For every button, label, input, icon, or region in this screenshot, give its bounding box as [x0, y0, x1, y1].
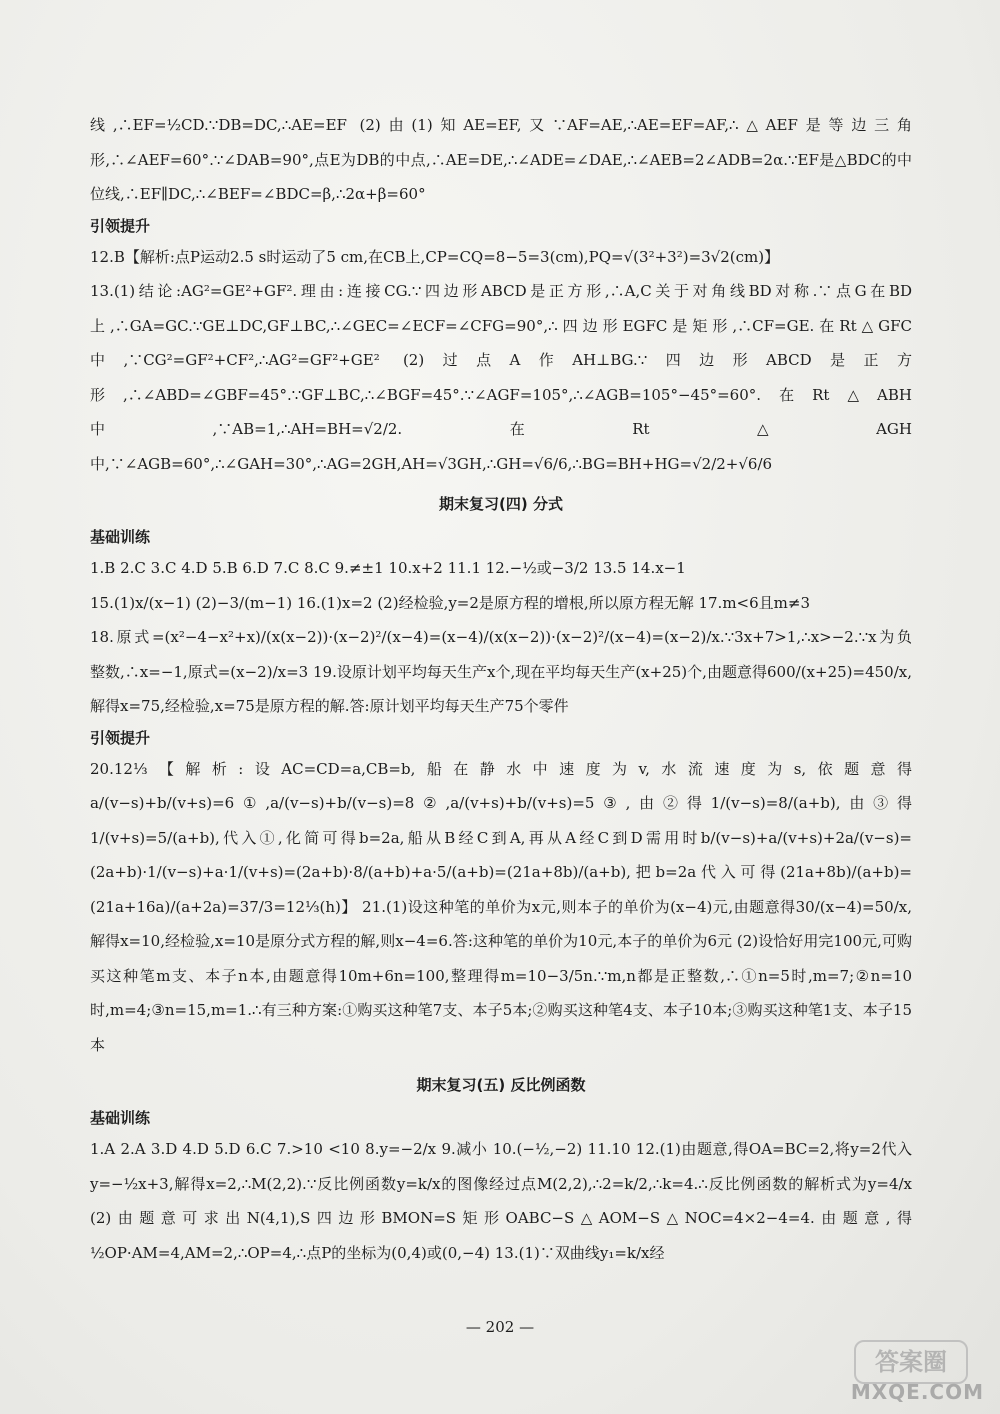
- section-title: 期末复习(五) 反比例函数: [416, 1076, 586, 1094]
- section-label: 引领提升: [90, 728, 151, 747]
- answer-paragraph: 1.B 2.C 3.C 4.D 5.B 6.D 7.C 8.C 9.≠±1 10.x+2 11.1 12.−½或−3/2 13.5 14.x−1: [90, 559, 686, 577]
- answer-paragraph: 1.A 2.A 3.D 4.D 5.D 6.C 7.>10 <10 8.y=−2/x 9.减小 10.(−½,−2) 11.10 12.(1)由题意,得OA=BC=2,将y=2代入y=−½x+3,解得x=2,∴M(2,2).∵反比例函数y=k/x的图像经过点M(2,2),∴2=k/2,∴k=4.∴反比例函数的解析式为y=4/x (2)由题意可求出N(4,1),S四边形BMON=S矩形OABC−S△AOM−S△NOC=4×2−4=4.由题意,得½OP·AM=4,AM=2,∴OP=4,∴点P的坐标为(0,4)或(0,−4) 13.(1)∵双曲线y₁=k/x经: [90, 1140, 912, 1262]
- section-label: 基础训练: [90, 528, 151, 546]
- watermark-logo: 答案圈: [854, 1340, 968, 1384]
- answer-paragraph: 18.原式=(x²−4−x²+x)/(x(x−2))·(x−2)²/(x−4)=(x−4)/(x(x−2))·(x−2)²/(x−4)=(x−2)/x.∵3x+7>1,∴x>−2.∵x为负整数,∴x=−1,原式=(x−2)/x=3 19.设原计划平均每天生产x个,现在平均每天生产(x+25)个,由题意得600/(x+25)=450/x,解得x=75,经检验,x=75是原方程的解.答:原计划平均每天生产75个零件: [90, 628, 912, 715]
- answer-paragraph: 20.12⅓【解析:设AC=CD=a,CB=b,船在静水中速度为v,水流速度为s,依题意得a/(v−s)+b/(v+s)=6①,a/(v−s)+b/(v−s)=8②,a/(v+s)+b/(v+s)=5③,由②得1/(v−s)=8/(a+b),由③得1/(v+s)=5/(a+b),代入①,化简可得b=2a,船从B经C到A,再从A经C到D需用时b/(v−s)+a/(v+s)+2a/(v−s)=(2a+b)·1/(v−s)+a·1/(v+s)=(2a+b)·8/(a+b)+a·5/(a+b)=(21a+8b)/(a+b),把b=2a代入可得(21a+8b)/(a+b)=(21a+16a)/(a+2a)=37/3=12⅓(h)】 21.(1)设这种笔的单价为x元,则本子的单价为(x−4)元,由题意得30/(x−4)=50/x,解得x=10,经检验,x=10是原分式方程的解,则x−4=6.答:这种笔的单价为10元,本子的单价为6元 (2)设恰好用完100元,可购买这种笔m支、本子n本,由题意得10m+6n=100,整理得m=10−3/5n.∵m,n都是正整数,∴①n=5时,m=7;②n=10时,m=4;③n=15,m=1.∴有三种方案:①购买这种笔7支、本子5本;②购买这种笔4支、本子10本;③购买这种笔1支、本子15本: [90, 759, 912, 1054]
- answer-paragraph: 线,∴EF=½CD.∵DB=DC,∴AE=EF (2)由(1)知AE=EF,又∵AF=AE,∴AE=EF=AF,∴△AEF是等边三角形,∴∠AEF=60°.∵∠DAB=90°,点E为DB的中点,∴AE=DE,∴∠ADE=∠DAE,∴∠AEB=2∠ADB=2α.∵EF是△BDC的中位线,∴EF∥DC,∴∠BEF=∠BDC=β,∴2α+β=60°: [90, 116, 912, 203]
- section-label: 基础训练: [90, 1109, 151, 1127]
- watermark: [838, 1340, 988, 1404]
- answer-paragraph: 12.B【解析:点P运动2.5 s时运动了5 cm,在CB上,CP=CQ=8−5=3(cm),PQ=√(3²+3²)=3√2(cm)】: [90, 247, 780, 266]
- answer-paragraph: 15.(1)x/(x−1) (2)−3/(m−1) 16.(1)x=2 (2)经检验,y=2是原方程的增根,所以原方程无解 17.m<6且m≠3: [90, 593, 810, 612]
- section-label: 引领提升: [90, 216, 151, 235]
- watermark-url: MXQE.COM: [850, 1380, 984, 1404]
- answer-paragraph: 13.(1)结论:AG²=GE²+GF².理由:连接CG.∵四边形ABCD是正方形,∴A,C关于对角线BD对称.∵点G在BD上,∴GA=GC.∵GE⊥DC,GF⊥BC,∴∠GEC=∠ECF=∠CFG=90°,∴四边形EGFC是矩形,∴CF=GE.在Rt△GFC中,∵CG²=GF²+CF²,∴AG²=GF²+GE² (2)过点A作AH⊥BG.∵四边形ABCD是正方形,∴∠ABD=∠GBF=45°.∵GF⊥BC,∴∠BGF=45°.∵∠AGF=105°,∴∠AGB=105°−45°=60°.在Rt△ABH中,∵AB=1,∴AH=BH=√2/2.在Rt△AGH中,∵∠AGB=60°,∴∠GAH=30°,∴AG=2GH,AH=√3GH,∴GH=√6/6,∴BG=BH+HG=√2/2+√6/6: [90, 282, 912, 473]
- section-title: 期末复习(四) 分式: [439, 495, 563, 513]
- page-number: — 202 —: [465, 1318, 535, 1336]
- document-body: [90, 108, 912, 1270]
